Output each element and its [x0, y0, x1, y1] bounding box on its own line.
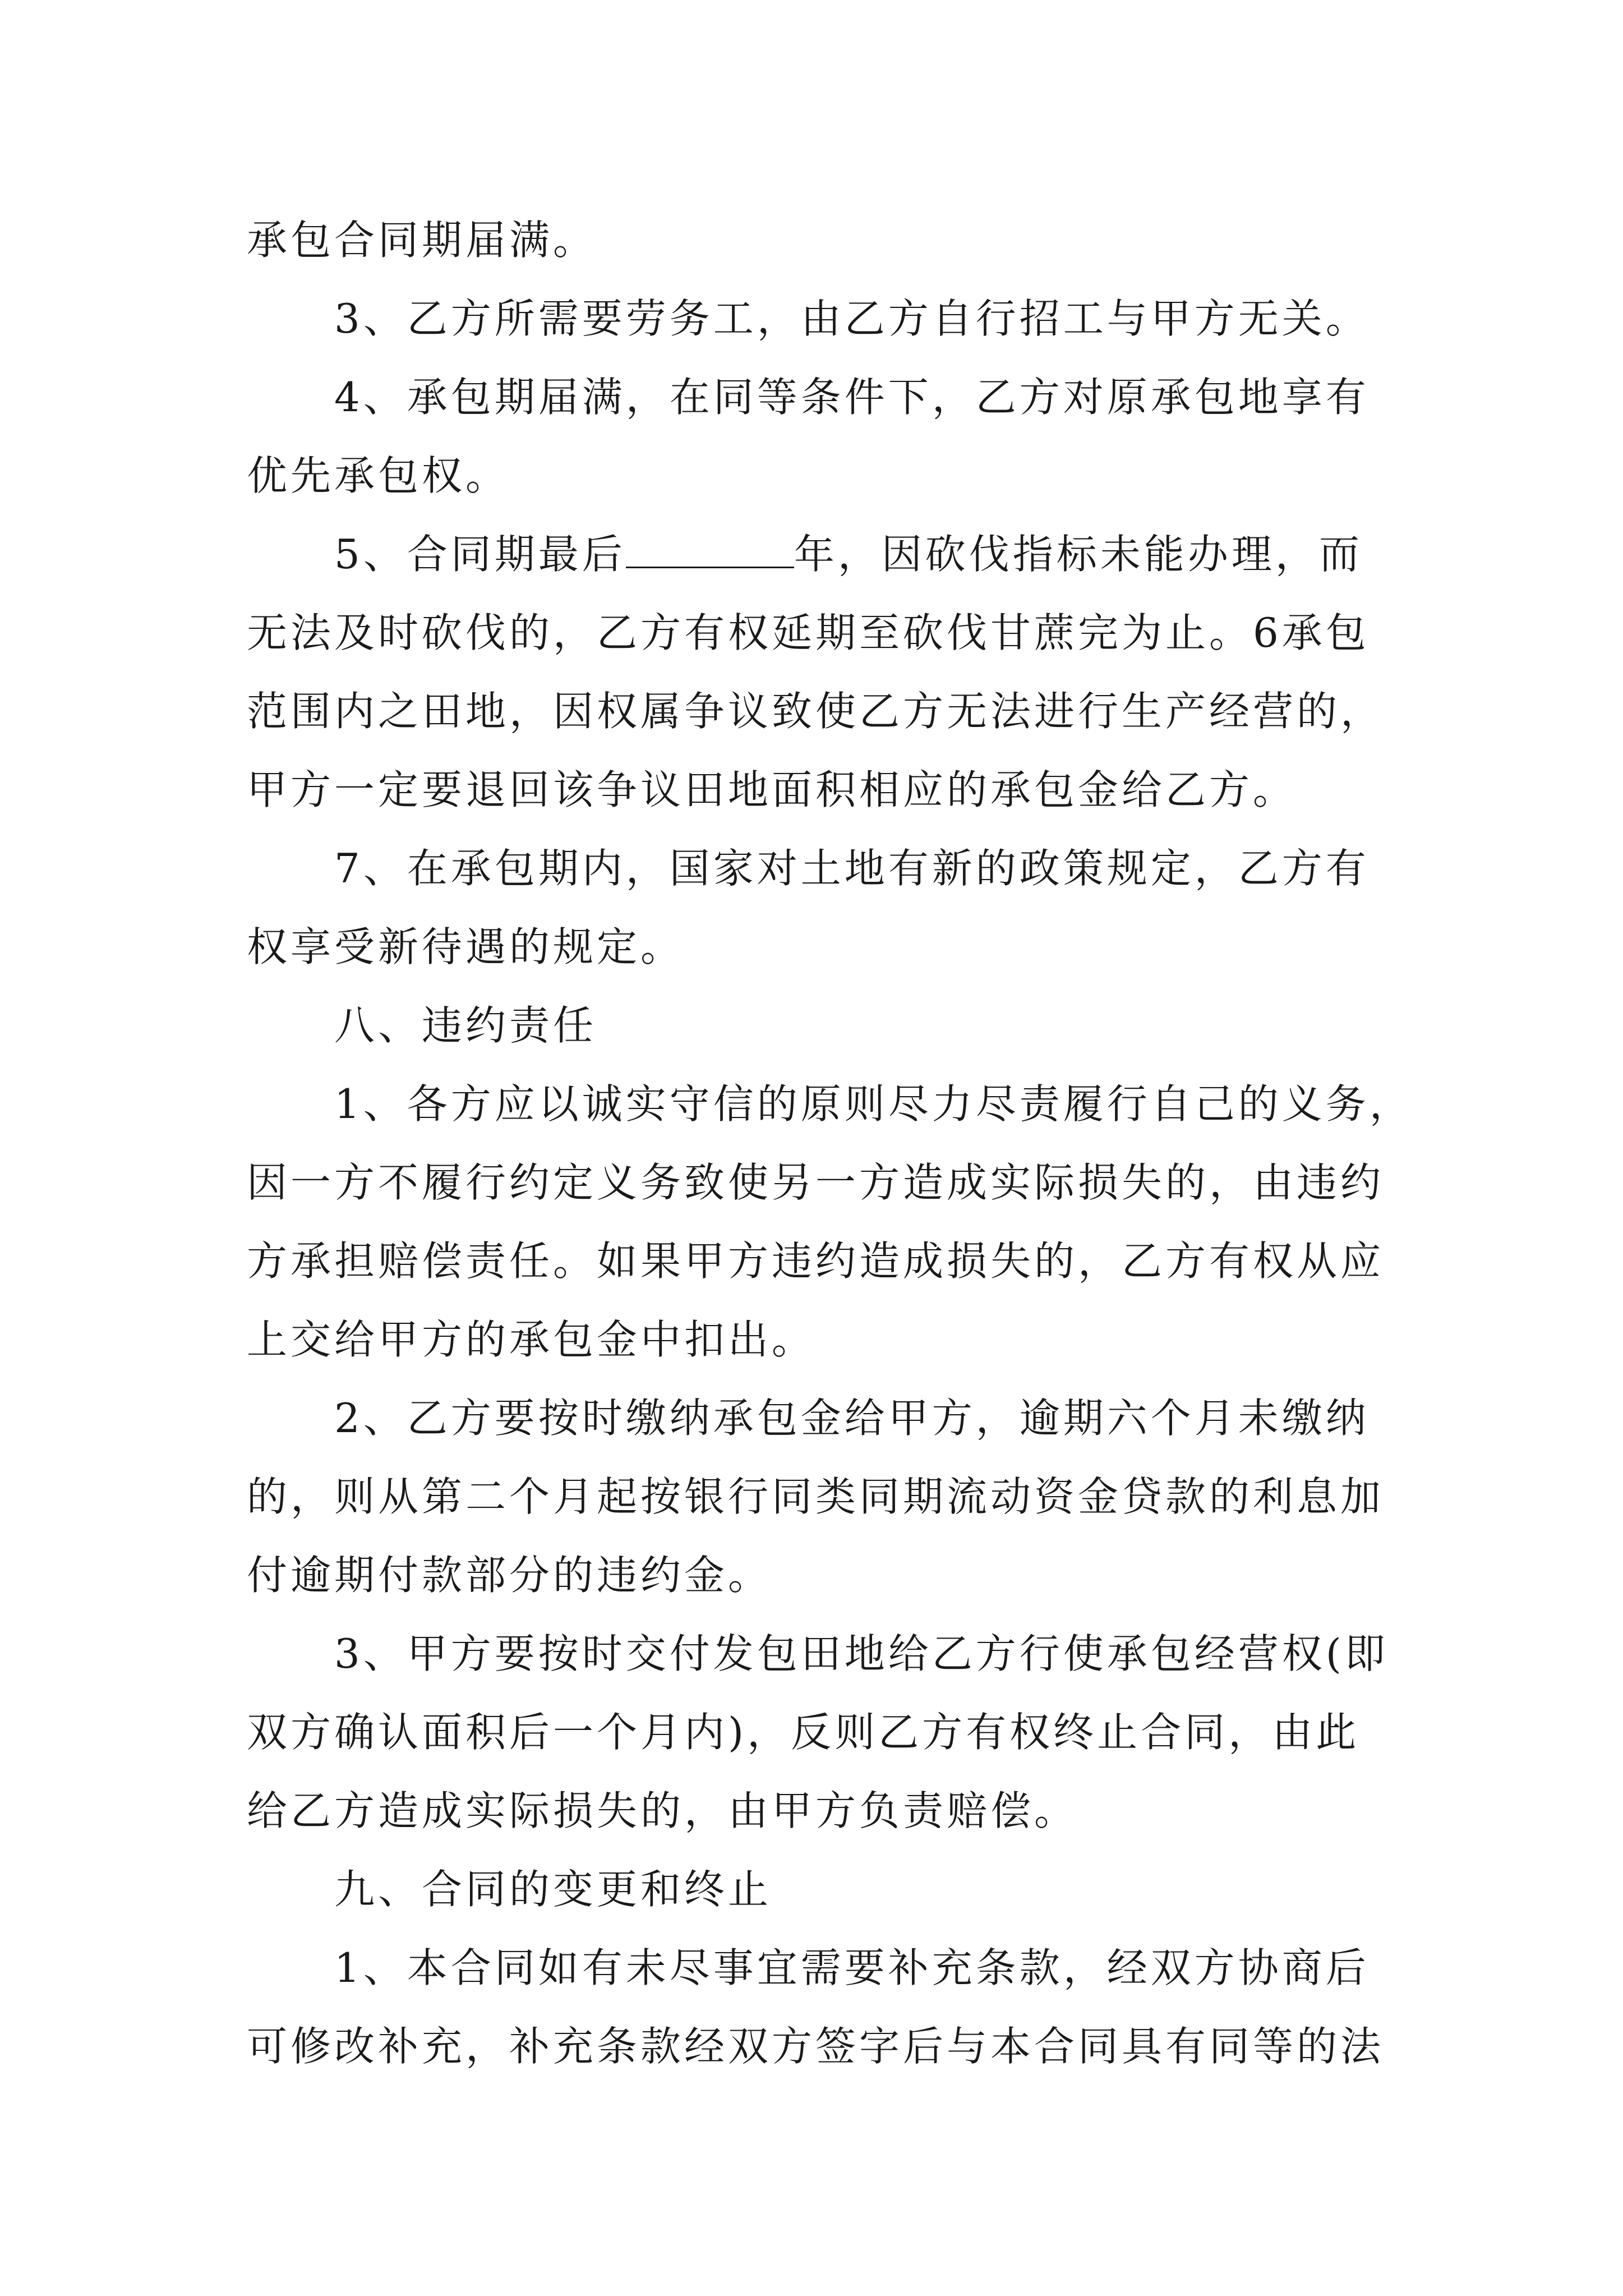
clause-7-policy: 7、在承包期内，国家对土地有新的政策规定，乙方有: [334, 845, 1370, 892]
text-line: 无法及时砍伐的，乙方有权延期至砍伐甘蔗完为止。6承包: [247, 609, 1370, 656]
fill-in-blank: [626, 524, 794, 568]
text-fragment: 5、合同期最后: [334, 531, 626, 578]
text-fragment: 年，因砍伐指标未能办理，而: [794, 531, 1363, 578]
text-line: 的，则从第二个月起按银行同类同期流动资金贷款的利息加: [247, 1473, 1385, 1520]
text-line: 甲方一定要退回该争议田地面积相应的承包金给乙方。: [247, 766, 1297, 813]
text-line: 范围内之田地，因权属争议致使乙方无法进行生产经营的，: [247, 688, 1385, 735]
text-line: 优先承包权。: [247, 452, 510, 499]
text-line: 双方确认面积后一个月内)，反则乙方有权终止合同，由此: [247, 1709, 1360, 1756]
text-line: 上交给甲方的承包金中扣出。: [247, 1316, 816, 1363]
clause-3-labor: 3、乙方所需要劳务工，由乙方自行招工与甲方无关。: [334, 295, 1370, 342]
text-line: 可修改补充，补充条款经双方签字后与本合同具有同等的法: [247, 2023, 1385, 2070]
text-line: 因一方不履行约定义务致使另一方造成实际损失的，由违约: [247, 1159, 1385, 1206]
text-line: 付逾期付款部分的违约金。: [247, 1552, 772, 1599]
text-line: 给乙方造成实际损失的，由甲方负责赔偿。: [247, 1787, 1078, 1834]
breach-clause-2: 2、乙方要按时缴纳承包金给甲方，逾期六个月未缴纳: [334, 1395, 1370, 1442]
modification-clause-1: 1、本合同如有未尽事宜需要补充条款，经双方协商后: [334, 1944, 1370, 1991]
text-line: 方承担赔偿责任。如果甲方违约造成损失的，乙方有权从应: [247, 1237, 1385, 1285]
clause-4-priority: 4、承包期届满，在同等条件下，乙方对原承包地享有: [334, 374, 1370, 421]
section-heading-modification: 九、合同的变更和终止: [334, 1866, 772, 1913]
contract-text: [247, 201, 1413, 2086]
text-line: 承包合同期届满。: [247, 217, 597, 264]
text-line: 权享受新待遇的规定。: [247, 923, 685, 970]
breach-clause-1: 1、各方应以诚实守信的原则尽力尽责履行自己的义务，: [334, 1080, 1413, 1128]
section-heading-breach: 八、违约责任: [334, 1002, 597, 1049]
breach-clause-3: 3、甲方要按时交付发包田地给乙方行使承包经营权(即: [334, 1630, 1389, 1677]
clause-5-extension: [247, 515, 1385, 593]
